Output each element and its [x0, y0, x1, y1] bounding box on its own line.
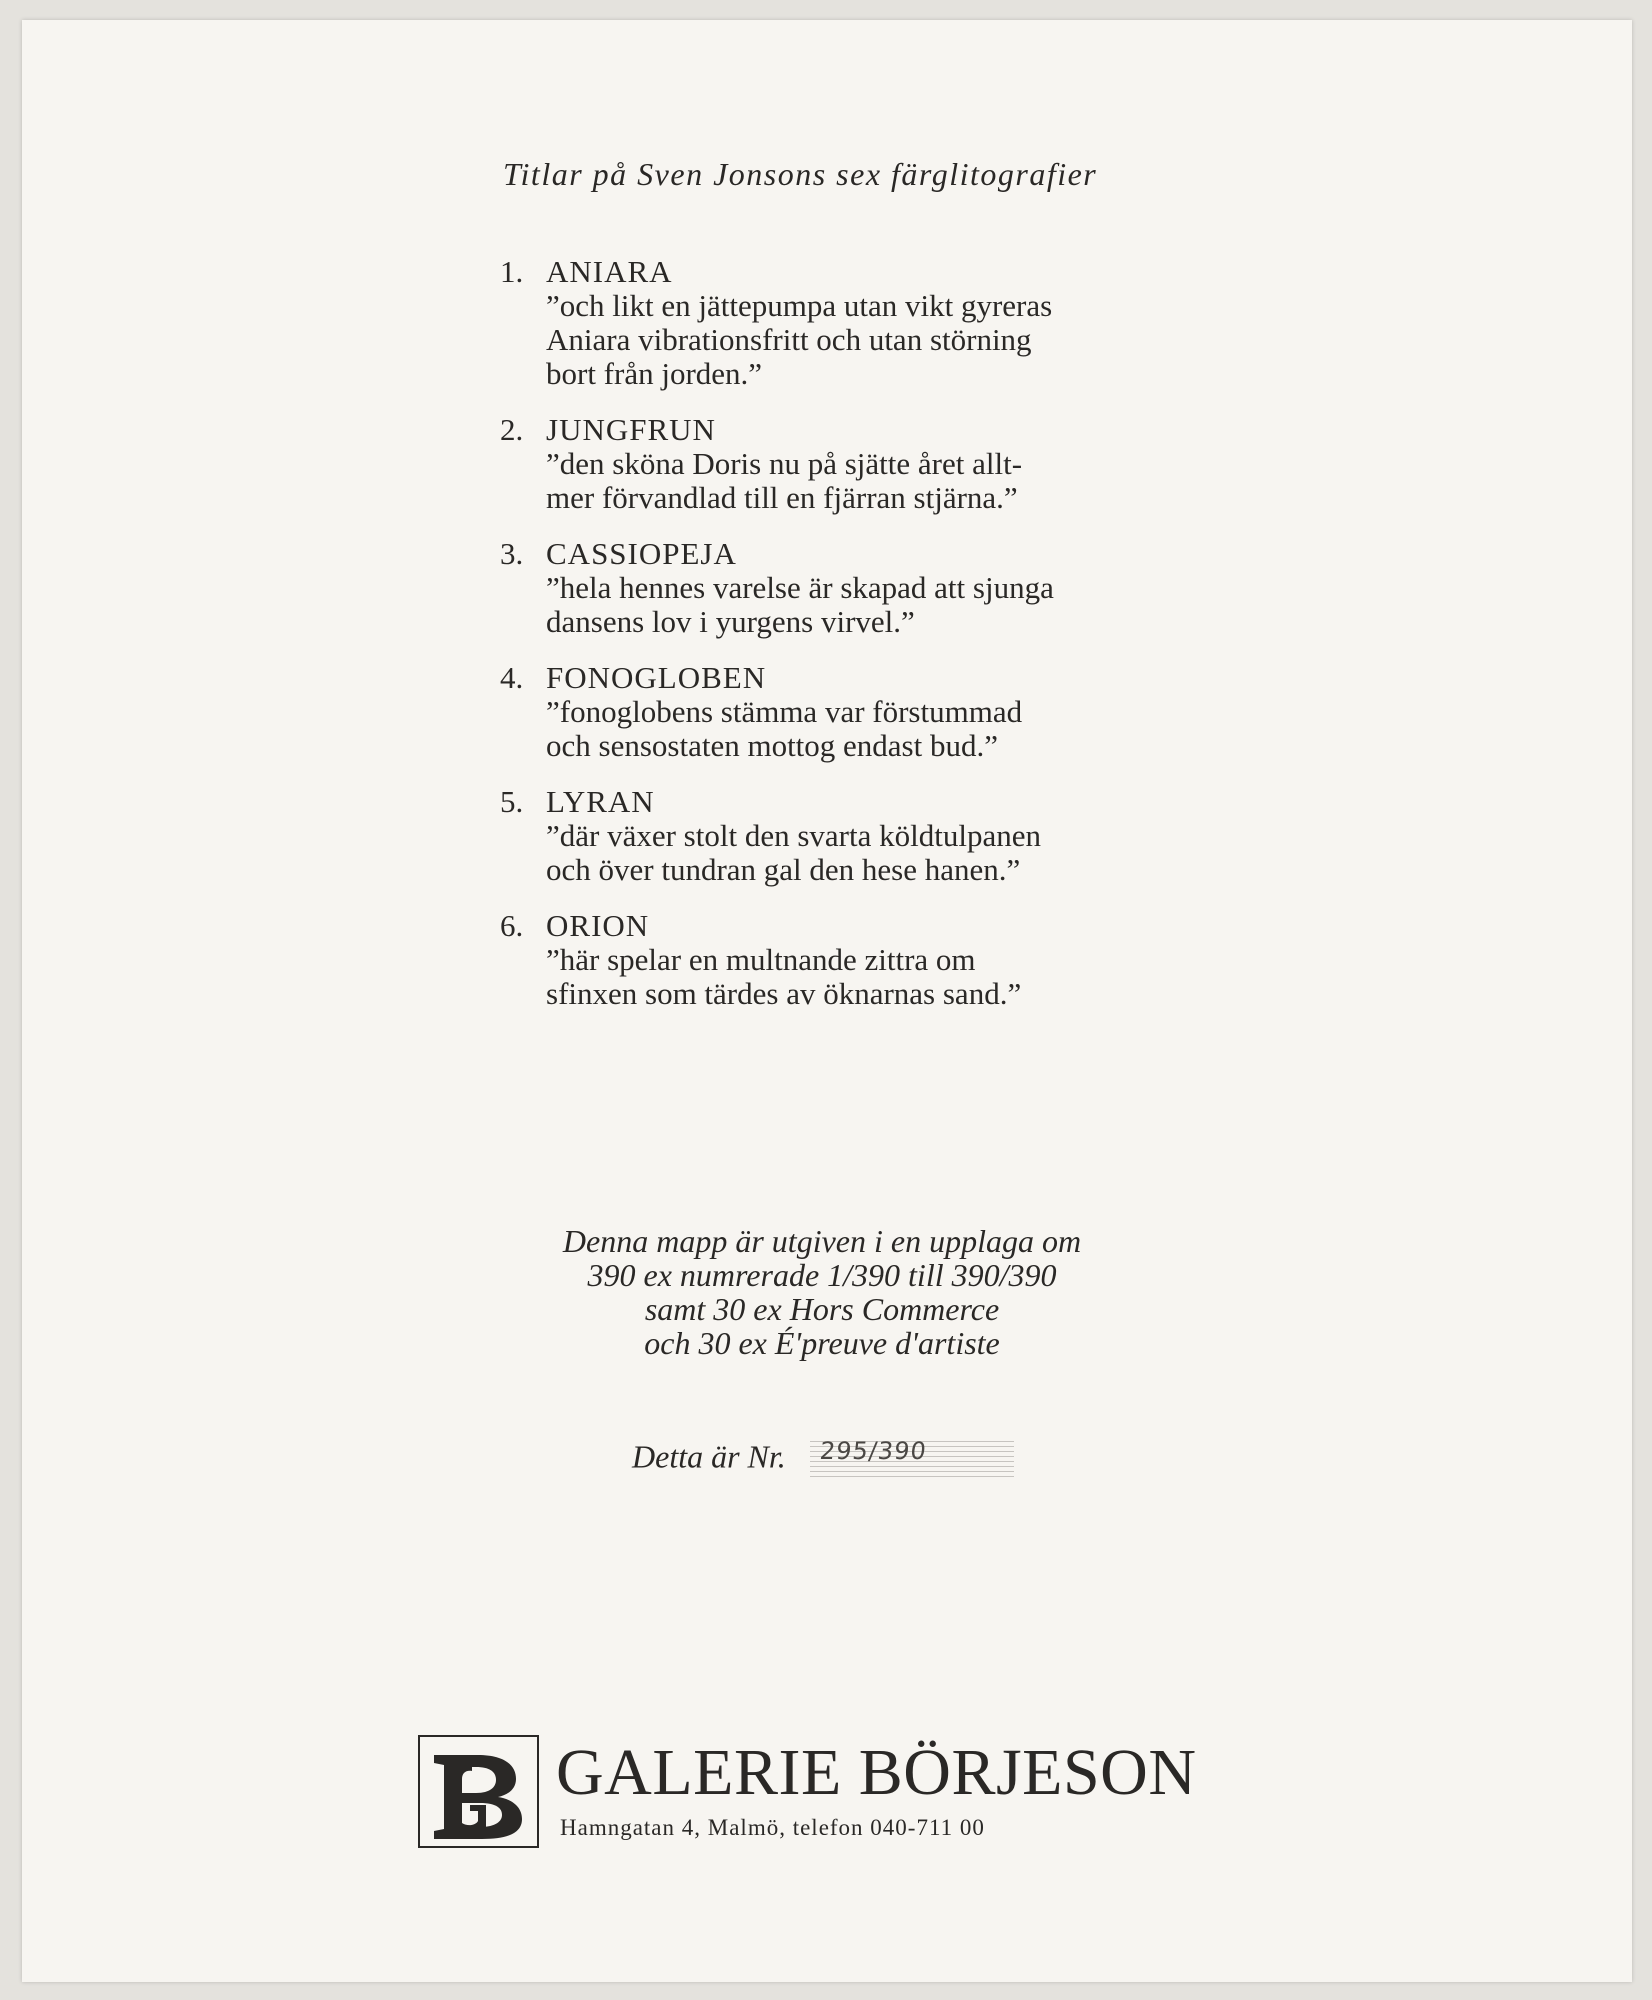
edition-line: samt 30 ex Hors Commerce [644, 1291, 1000, 1327]
item-quote: ”den sköna Doris nu på sjätte året allt- mer förvandlad till en fjärran stjärna.” [546, 446, 1023, 515]
item-number: 5. [500, 784, 524, 819]
copy-number-field [810, 1437, 1014, 1477]
list-item [500, 909, 1160, 1011]
list-item [500, 785, 1160, 887]
item-title: JUNGFRUN [546, 412, 716, 447]
edition-line: och 30 ex É'preuve d'artiste [644, 1325, 1000, 1361]
list-item [500, 661, 1160, 763]
item-quote: ”här spelar en multnande zittra om sfinxen som tärdes av öknarnas sand.” [546, 942, 1022, 1011]
item-number: 4. [500, 660, 524, 695]
item-number: 6. [500, 908, 524, 943]
logo-monogram-icon [420, 1737, 537, 1846]
copy-number-row [632, 1437, 1014, 1477]
handwritten-copy-number: 295/390 [818, 1437, 928, 1465]
list-item [500, 255, 1160, 391]
edition-line: Denna mapp är utgiven i en upplaga om [562, 1223, 1082, 1259]
item-title: ANIARA [546, 254, 673, 289]
edition-statement [0, 1224, 1648, 1360]
edition-line: 390 ex numrerade 1/390 till 390/390 [587, 1257, 1057, 1293]
item-title: CASSIOPEJA [546, 536, 737, 571]
item-quote: ”och likt en jättepumpa utan vikt gyreras Aniara vibrationsfritt och utan störning bort från jorden.” [546, 288, 1053, 391]
item-number: 2. [500, 412, 524, 447]
item-number: 3. [500, 536, 524, 571]
lithograph-title-list [500, 255, 1160, 1033]
item-number: 1. [500, 254, 524, 289]
gallery-address: Hamngatan 4, Malmö, telefon 040-711 00 [560, 1815, 985, 1840]
item-quote: ”fonoglobens stämma var förstummad och sensostaten mottog endast bud.” [546, 694, 1023, 763]
item-quote: ”där växer stolt den svarta köldtulpanen och över tundran gal den hese hanen.” [546, 818, 1041, 887]
list-item [500, 537, 1160, 639]
item-title: ORION [546, 908, 650, 943]
galerie-logo [418, 1735, 539, 1848]
gallery-name: GALERIE BÖRJESON [556, 1736, 1197, 1809]
item-title: LYRAN [546, 784, 655, 819]
list-item [500, 413, 1160, 515]
item-quote: ”hela hennes varelse är skapad att sjunga dansens lov i yurgens virvel.” [546, 570, 1054, 639]
copy-number-label: Detta är Nr. [632, 1438, 786, 1475]
item-title: FONOGLOBEN [546, 660, 767, 695]
page-heading: Titlar på Sven Jonsons sex färglitografier [503, 156, 1098, 192]
